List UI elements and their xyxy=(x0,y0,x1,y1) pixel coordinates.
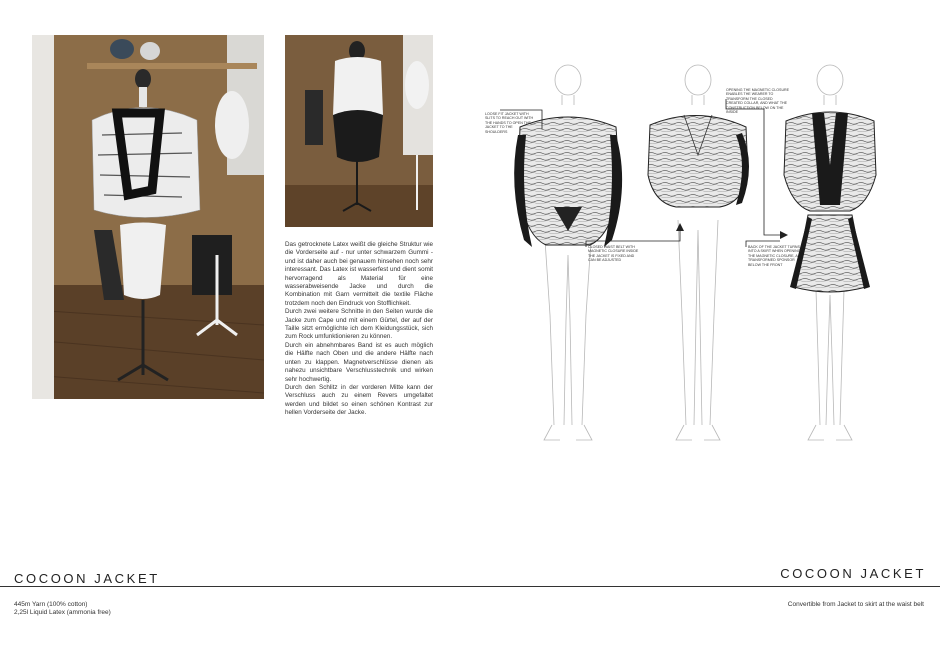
title-left: COCOON JACKET xyxy=(14,571,160,586)
label-back-of-jacket: BACK OF THE JACKET TURNS INTO A SKIRT WHEN OPENING THE MAGNETIC CLOSURE, A TRANSFORMED SPONSOR BELOW THE FRONT xyxy=(748,245,801,267)
title-right: COCOON JACKET xyxy=(780,566,926,581)
description-text xyxy=(285,241,433,418)
label-closed-waist-belt: CLOSED WAIST BELT WITH MAGNETIC CLOSURE INSIDE THE JACKET IS FIXED AND CAN BE ADJUSTED xyxy=(588,245,639,263)
convertible-note: Convertible from Jacket to skirt at the waist belt xyxy=(787,601,924,608)
label-opening-magnetic-closure: OPENING THE MAGNETIC CLOSURE ENABLES THE WEARER TO TRANSFORM THE CLOSED CREATED COLLAR, AND WHAT THE CONSTRUCTION BELOW ON THE INSIDE xyxy=(726,88,790,115)
materials-list xyxy=(14,601,111,617)
skirt xyxy=(794,215,866,292)
paragraph: Durch zwei weitere Schnitte in den Seiten wurde die Jacke zum Cape und mit einem Gürtel, der auf der Taille sitzt ermöglichte ich dem Kleidungsstück, sich zum Rock umfunktionieren zu können. xyxy=(285,308,433,341)
jacket-open-collar xyxy=(648,115,748,207)
divider xyxy=(0,586,940,587)
photo-jacket-on-mannequin xyxy=(32,35,264,399)
paragraph: Durch ein abnehmbares Band ist es auch möglich die Hälfte nach Oben und die andere Hälfte nach unten zu klappen. Magnetverschlüsse dienen als nahezu unsichtbare Verschlusstechnik und wirken sehr hochwertig. xyxy=(285,341,433,383)
material-item: 445m Yarn (100% cotton) xyxy=(14,601,88,608)
photo-jacket-back-latex xyxy=(285,35,433,227)
material-item: 2,25l Liquid Latex (ammonia free) xyxy=(14,609,111,616)
technical-sketches xyxy=(480,55,900,450)
label-loose-fit-jacket: LOOSE FIT JACKET WITH SLITS TO REACH OUT WITH THE HANDS TO OPEN THE JACKET TO THE SHOULDERS xyxy=(485,112,534,134)
paragraph: Das getrocknete Latex weißt die gleiche Struktur wie die Vorderseite auf - nur unter schwarzem Gummi - und ist daher auch bei genauem hinsehen noch sehr interessant. Das Latex ist wasserfest und dient somit hervorragend als Material für eine wasserabweisende Jacke und durch die Kombination mit Garn vermittelt die textile Fläche trotzdem noch den Eindruck von Stofflichkeit. xyxy=(285,241,433,307)
paragraph: Durch den Schlitz in der vorderen Mitte kann der Verschluss auch zu einem Revers umgefaltet werden und bildet so einen schönen Kontrast zur hellen Vorderseite der Jacke. xyxy=(285,383,433,417)
